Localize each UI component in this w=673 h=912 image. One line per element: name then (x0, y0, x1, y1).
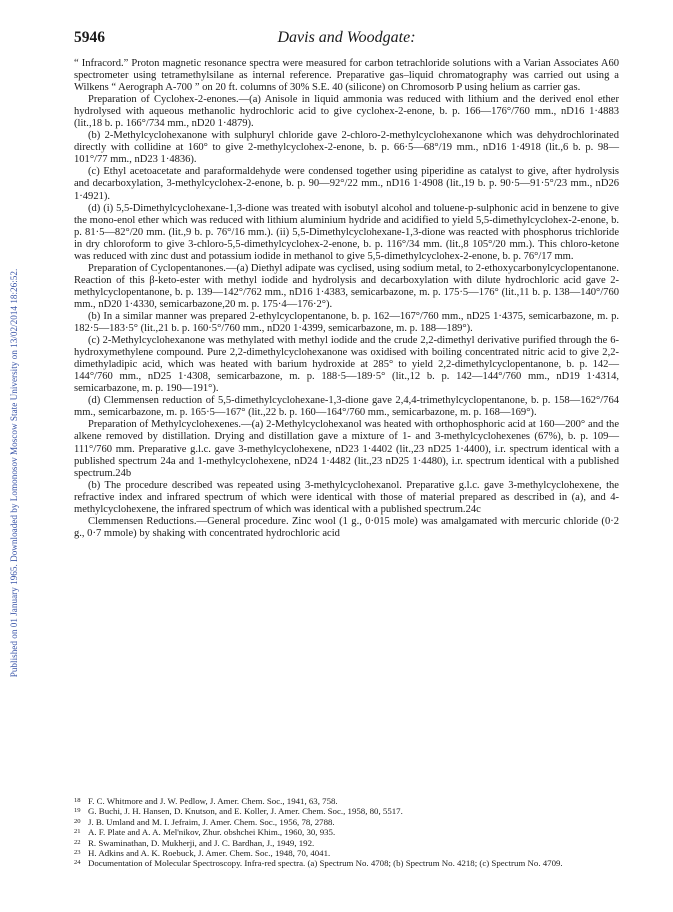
paragraph: Preparation of Cyclopentanones.—(a) Diethyl adipate was cyclised, using sodium metal, to 2-ethoxycarbonylcyclopentanone. Reaction of this β-keto-ester with methyl iodide and hydrolysis and decarboxylation with dilute hydrochloric acid gave 2-methylcyclopentanone, b. p. 139—142°/762 mm., nD16 1·4383, semicarbazone, m. p. 175·5—176° (lit.,11 b. p. 138—140°/760 mm., nD20 1·4330, semicarbazone,20 m. p. 175·4—176·2°). (74, 262, 620, 310)
paragraph: Preparation of Cyclohex-2-enones.—(a) Anisole in liquid ammonia was reduced with lithium and the derived enol ether hydrolysed with aqueous methanolic hydrochloric acid to give cyclohex-2-enone, b. p. 166—176°/760 mm., nD16 1·4883 (lit.,18 b. p. 166°/734 mm., nD20 1·4879). (74, 94, 619, 130)
paragraph: (b) 2-Methylcyclohexanone with sulphuryl chloride gave 2-chloro-2-methylcyclohexanone which was dehydrochlorinated directly with collidine at 160° to give 2-methylcyclohex-2-enone, b. p. 66·5—68°/19 mm., nD16 1·4918 (lit.,6 b. p. 98—101°/77 mm., nD23 1·4836). (74, 130, 619, 166)
paragraph: (c) 2-Methylcyclohexanone was methylated with methyl iodide and the crude 2,2-dimethyl derivative purified through the 6-hydroxymethylene compound. Pure 2,2-dimethylcyclohexanone was oxidised with boiling concentrated nitric acid to give 2,2-dimethyladipic acid, which was heated with barium hydroxide at 285° to yield 2,2-dimethylcyclopentanone, b. p. 142—144°/760 mm., nD25 1·4308, semicarbazone, m. p. 188·5—189·5° (lit.,12 b. p. 142—144°/760 mm., nD19 1·4314, semicarbazone, m. p. 190—191°). (74, 335, 619, 395)
reference-number: 23 (74, 849, 81, 857)
reference-number: 18 (74, 797, 81, 804)
reference-number: 21 (74, 828, 81, 836)
reference-number: 19 (74, 807, 81, 815)
reference-item (74, 838, 619, 848)
page-header (74, 29, 619, 49)
reference-item (74, 796, 619, 806)
reference-text: R. Swaminathan, D. Mukherji, and J. C. Bardhan, J., 1949, 192. (88, 837, 315, 848)
paragraph: (b) In a similar manner was prepared 2-ethylcyclopentanone, b. p. 162—167°/760 mm., nD25 1·4375, semicarbazone, m. p. 182·5—183·5° (lit.,21 b. p. 160·5°/760 mm., nD20 1·4399, semicarbazone, m. p. 188—189°). (74, 310, 619, 335)
reference-text: H. Adkins and A. K. Roebuck, J. Amer. Chem. Soc., 1948, 70, 4041. (88, 848, 331, 859)
reference-text: J. B. Umland and M. I. Jefraim, J. Amer. Chem. Soc., 1956, 78, 2788. (88, 816, 335, 827)
reference-item (74, 806, 619, 816)
running-title: Davis and Woodgate: (277, 29, 416, 46)
reference-number: 22 (74, 838, 81, 846)
download-watermark (7, 88, 21, 858)
reference-number: 20 (74, 817, 81, 825)
paragraph: (d) Clemmensen reduction of 5,5-dimethylcyclohexane-1,3-dione gave 2,4,4-trimethylcyclopentanone, b. p. 158—162°/764 mm., semicarbazone, m. p. 165·5—167° (lit.,22 b. p. 160—164°/760 mm., semicarbazone, m. p. 168—169°). (74, 395, 619, 419)
reference-item (74, 848, 619, 858)
paragraph: Preparation of Methylcyclohexenes.—(a) 2-Methylcyclohexanol was heated with orthophosphoric acid at 160—200° and the alkene removed by distillation. Drying and distillation gave a mixture of 1- and 3-methylcyclohexenes (67%), b. p. 109—111°/760 mm. Preparative g.l.c. gave 3-methylcyclohexene, nD23 1·4402 (lit.,23 nD25 1·4400), i.r. spectrum identical with a published spectrum 24a and 1-methylcyclohexene, nD24 1·4482 (lit.,23 nD25 1·4480), i.r. spectrum identical with a published spectrum.24b (74, 419, 619, 479)
download-watermark-text: Published on 01 January 1965. Downloaded by Lomonosov Moscow State University on 13/02/2014 18:26:52. (9, 268, 19, 678)
article-body (74, 58, 619, 540)
page-number: 5946 (74, 29, 105, 46)
paragraph: (d) (i) 5,5-Dimethylcyclohexane-1,3-dione was treated with isobutyl alcohol and toluene-p-sulphonic acid in benzene to give the mono-enol ether which was reduced with lithium aluminium hydride and acidified to yield 5,5-dimethylcyclohex-2-enone, b. p. 81·5—82°/20 mm. (lit.,9 b. p. 76°/16 mm.). (ii) 5,5-Dimethylcyclohexane-1,3-dione was reacted with phosphorus trichloride in dry chloroform to give 3-chloro-5,5-dimethylcyclohex-2-enone, b. p. 116°/34 mm. (lit.,8 105°/20 mm.). This chloro-ketone was reduced with zinc dust and potassium iodide in methanol to give 5,5-dimethylcyclohex-2-enone, b. p. 76°/17 mm. (74, 202, 619, 262)
reference-text: A. F. Plate and A. A. Mel'nikov, Zhur. obshchei Khim., 1960, 30, 935. (88, 827, 336, 838)
paragraph: “ Infracord.” Proton magnetic resonance spectra were measured for carbon tetrachloride solutions with a Varian Associates A60 spectrometer using tetramethylsilane as internal reference. Preparative gas–liquid chromatography was carried out using a Wilkens “ Aerograph A-700 ” on 20 ft. columns of 30% S.E. 40 (silicone) on Chromosorb P using helium as carrier gas. (74, 58, 619, 94)
paragraph: (b) The procedure described was repeated using 3-methylcyclohexanol. Preparative g.l.c. gave 3-methylcyclohexene, the refractive index and infrared spectrum of which were identical with those of material prepared as described in (a), and 4-methylcyclohexene, the infrared spectrum of which was identical with a published spectrum.24c (74, 479, 619, 515)
footnote-references (74, 796, 619, 869)
reference-item (74, 817, 619, 827)
reference-item (74, 858, 619, 868)
reference-number: 24 (74, 859, 81, 867)
reference-text: Documentation of Molecular Spectroscopy. Infra-red spectra. (a) Spectrum No. 4708; (b) Spectrum No. 4218; (c) Spectrum No. 4709. (88, 858, 563, 869)
paragraph: Clemmensen Reductions.—General procedure. Zinc wool (1 g., 0·015 mole) was amalgamated with mercuric chloride (0·2 g., 0·7 mmole) by shaking with concentrated hydrochloric acid (74, 515, 619, 539)
reference-text: G. Buchi, J. H. Hansen, D. Knutson, and E. Koller, J. Amer. Chem. Soc., 1958, 80, 5517. (88, 806, 403, 817)
reference-item (74, 827, 619, 837)
reference-text: F. C. Whitmore and J. W. Pedlow, J. Amer. Chem. Soc., 1941, 63, 758. (88, 796, 338, 806)
paragraph: (c) Ethyl acetoacetate and paraformaldehyde were condensed together using piperidine as catalyst to give, after hydrolysis and decarboxylation, 3-methylcyclohex-2-enone, b. p. 90—92°/22 mm., nD16 1·4908 (lit.,19 b. p. 90·5—91·5°/23 mm., nD26 1·4921). (74, 166, 619, 202)
